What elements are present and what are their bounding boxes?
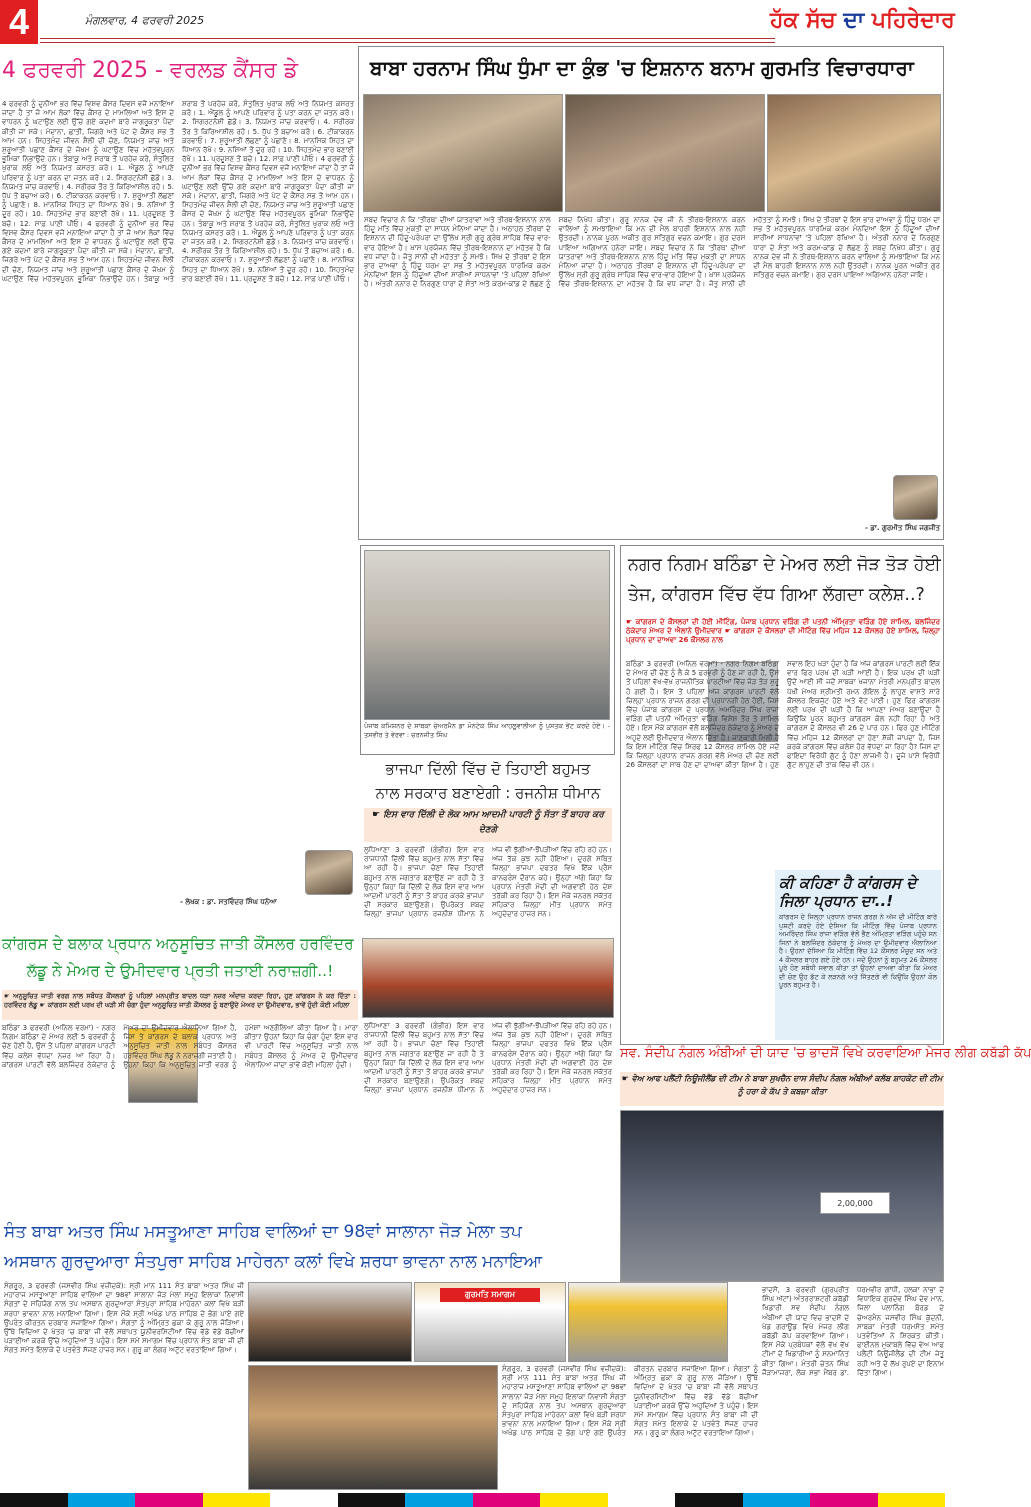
mayor-subheadline: ☛ ਕਾਂਗਰਸ ਦੇ ਕੌਂਸਲਰਾਂ ਦੀ ਹੋਈ ਮੀਟਿੰਗ, ਪੰਜਾਬ ਪ੍ਰਧਾਨ ਵੜਿੰਗ ਦੀ ਪਤਨੀ ਅੰਮ੍ਰਿਤਾ ਵੜਿੰਗ ਹੋਏ ਸ਼ਾਮਿਲ, ਬਲਜਿੰਦਰ ਠੇਕੇਦਾਰ ਮੇਅਰ ਦੇ ਐਲਾਨੇ ਉਮੀਦਵਾਰ ☛ ਕਾਂਗਰਸ ਦੇ ਕੌਂਸਲਰਾਂ ਦੀ ਮੀਟਿੰਗ ਵਿੱਚ ਮਹਿਜ 12 ਕੌਂਸਲਰ ਹੋਏ ਸ਼ਾਮਿਲ, ਜ਼ਿਲ੍ਹਾ ਪ੍ਰਧਾਨ ਦਾ ਦਾਅਵਾ 26 ਕੌਂਸਲਰ ਨਾਲ — [626, 618, 940, 645]
cancer-day-text-cont: 4 ਫਰਵਰੀ ਨੂੰ ਦੁਨੀਆਂ ਭਰ ਵਿੱਚ ਵਿਸ਼ਵ ਕੈਂਸਰ ਦਿਵਸ ਵਜੋਂ ਮਨਾਇਆ ਜਾਂਦਾ ਹੈ ਤਾਂ ਜੋ ਆਮ ਲੋਕਾਂ ਵਿੱਚ ਕੈਂਸਰ ਦੇ ਮਾਮਲਿਆਂ ਅਤੇ ਇਸ ਦੇ ਵਾਧਰਨ ਨੂੰ ਘਟਾਉਣ ਲਈ ਉੱਚੇ ਗਏ ਕਦਮਾਂ ਬਾਰੇ ਜਾਗਰੂਕਤਾ ਪੈਦਾ ਕੀਤੀ ਜਾ ਸਕੇ। ਮੇਦਾਨਾ, ਛਾਤੀ, ਜਿਗਰੇ ਅਤੇ ਪੇਟ ਦੇ ਕੈਂਸਰ ਸਭ ਤੋਂ ਆਮ ਹਨ। ਸਿਹਤਮੰਦ ਜੀਵਨ ਸ਼ੈਲੀ ਦੀ ਚੋਣ, ਨਿਯਮਤ ਜਾਂਚ ਅਤੇ ਸ਼ੁਰੂਆਤੀ ਪਛਾਣ ਕੈਂਸਰ ਦੇ ਜੋਖਮ ਨੂੰ ਘਟਾਉਣ ਵਿੱਚ ਮਹੱਤਵਪੂਰਨ ਭੂਮਿਕਾ ਨਿਭਾਉਂਦੇ ਹਨ। ਤੰਬਾਕੂ ਅਤੇ ਸ਼ਰਾਬ ਤੋਂ ਪਰਹੇਜ਼ ਕਰੋ, ਸੰਤੁਲਿਤ ਖੁਰਾਕ ਲਓ ਅਤੇ ਨਿਯਮਤ ਕਸਰਤ ਕਰੋ। 1. ਐਂਡੂਲ ਨੂੰ ਆਪਣੇ ਪਰਿਵਾਰ ਨੂੰ ਪਤਾ ਕਰਨ ਦਾ ਜਤਨ ਕਰੋ। 2. ਸਿਗਰਟਨੋਸ਼ੀ ਛੱਡੋ। 3. ਨਿਯਮਤ ਜਾਂਚ ਕਰਵਾਓ। 4. ਸਰੀਰਕ ਤੌਰ ਤੇ ਕਿਰਿਆਸ਼ੀਲ ਰਹੋ। 5. ਧੁੱਪ ਤੋਂ ਬਚਾਅ ਕਰੋ। 6. ਟੀਕਾਕਰਨ ਕਰਵਾਓ। 7. ਸ਼ੁਰੂਆਤੀ ਲੱਛਣਾਂ ਨੂੰ ਪਛਾਣੋ। 8. ਮਾਨਸਿਕ ਸਿਹਤ ਦਾ ਧਿਆਨ ਰੱਖੋ। 9. ਨਸ਼ਿਆਂ ਤੋਂ ਦੂਰ ਰਹੋ। 10. ਸਿਹਤਮੰਦ ਭਾਰ ਬਣਾਈ ਰੱਖੋ। 11. ਪ੍ਰਦੂਸ਼ਣ ਤੋਂ ਬਚੋ। 12. ਸਾਫ਼ ਪਾਣੀ ਪੀਓ। — [2, 100, 354, 283]
kabaddi-subheadline: ☛ ਵੇਅ ਆਫ ਪਲੈਂਟੀ ਨਿਊਜੀਲੈਂਡ ਦੀ ਟੀਮ ਨੇ ਬਾਬਾ ਸੁਖਚੈਨ ਦਾਸ ਸੰਦੀਪ ਨੰਗਲ ਅੰਬੀਆਂ ਕਲੱਬ ਸ਼ਾਹਕੋਟ ਦੀ ਟੀਮ ਨੂੰ ਹਰਾ ਕੇ ਕੱਪ ਤੇ ਕਬਜ਼ਾ ਕੀਤਾ — [620, 1072, 944, 1106]
issue-date: ਮੰਗਲਵਾਰ, 4 ਫਰਵਰੀ 2025 — [85, 14, 205, 27]
kabaddi-body: ਭਾਦਸੋਂ, 3 ਫਰਵਰੀ (ਗੁਰਪ੍ਰੀਤ ਸਿੰਘ ਅੱਟਾਂ) ਅੰਤਰਰਾਸ਼ਟਰੀ ਕਬੱਡੀ ਖਿਡਾਰੀ ਸਵ ਸੰਦੀਪ ਨੰਗਲ ਅੰਬੀਆਂ ਦੀ ਯਾਦ ਵਿਚ ਭਾਦਸੋਂ ਦੇ ਖੇਡ ਗਰਾਊਂਡ ਵਿਖੇ ਮੇਜਰ ਲੀਗ ਕਬੱਡੀ ਕੱਪ ਕਰਵਾਇਆ ਗਿਆ। ਇਸ ਮੌਕੇ ਪ੍ਰਬੰਧਕਾਂ ਵੱਲੋਂ ਵੱਖ ਵੱਖ ਟੀਮਾਂ ਦੇ ਖਿਡਾਰੀਆਂ ਨੂੰ ਸਨਮਾਨਿਤ ਕੀਤਾ ਗਿਆ। ਮੰਤਰੀ ਚੇਤਨ ਸਿੰਘ ਜੌੜਾਮਾਜਰਾ, ਲੋਕ ਸਭਾ ਮੈਂਬਰ ਡਾ. ਧਰਮਵੀਰ ਗਾਂਧੀ, ਹਲਕਾ ਨਾਭਾ ਦੇ ਵਿਧਾਇਕ ਗੁਰਦੇਵ ਸਿੰਘ ਦੇਵ ਮਾਨ, ਜਿਲਾ ਪਲਾਨਿੰਗ ਬੋਰਡ ਦੇ ਚੇਅਰਮੈਨ ਜਸਵੀਰ ਸਿੰਘ ਕੁੱਦਨੀ, ਸਾਬਕਾ ਮੰਤਰੀ ਧਰਮਸੋਤ ਸਮੇਤ ਪਤਵੰਤਿਆਂ ਨੇ ਸ਼ਿਰਕਤ ਕੀਤੀ। ਫਾਈਨਲ ਮੁਕਾਬਲੇ ਵਿੱਚ ਵੇਅ ਆਫ ਪਲੈਂਟੀ ਨਿਊਜੀਲੈਂਡ ਦੀ ਟੀਮ ਜੇਤੂ ਰਹੀ ਅਤੇ ਦੋ ਲੱਖ ਰੁਪਏ ਦਾ ਇਨਾਮ ਦਿੱਤਾ ਗਿਆ। — [762, 1286, 944, 1377]
kumbh-text: ਸਬਦ ਵਿਚਾਰ ਨੇ ਕਿ 'ਤੀਰਥ' ਦੀਆਂ ਯਾਤਰਾਵਾਂ ਅਤੇ ਤੀਰਥ-ਇਸ਼ਨਾਨ ਨਾਲ ਹਿੰਦੂ ਮਤਿ ਵਿੱਚ ਮੁਕਤੀ ਦਾ ਸਾਧਨ ਮੰਨਿਆ ਜਾਂਦਾ ਹੈ। ਅਠਾਹਠ ਤੀਰਥਾਂ ਦੇ ਇਸ਼ਨਾਨ ਦੀ ਹਿੰਦੂ-ਪਰੰਪਰਾ ਦਾ ਉੱਲੇਖ ਸ੍ਰੀ ਗੁਰੂ ਗ੍ਰੰਥ ਸਾਹਿਬ ਵਿੱਚ ਵਾਰ-ਵਾਰ ਹੋਇਆ ਹੈ। ਖ਼ਾਸ ਪ੍ਰਯੋਜਨ ਵਿੱਚ ਤੀਰਥ-ਇਸ਼ਨਾਨ ਦਾ ਮਹੱਤਵ ਹੈ ਕਿ ਵਧ ਜਾਂਦਾ ਹੈ। ਜੋਤੁ ਸਾਨੀ ਦੀ ਮਹੱਤਤਾ ਨੂੰ ਸਮਝੋ। ਸਿਖ ਦੇ ਤੀਰਥਾਂ ਦੇ ਇਸ ਭਾਰ ਦਾਅਵਾ ਨੂੰ ਹਿੰਦੂ ਧਰਮ ਦਾ ਸਭ ਤੋਂ ਮਹੱਤਵਪੂਰਨ ਧਾਰਮਿਕ ਕਰਮ ਮੰਨਦਿਆਂ ਇਸ ਨੂੰ ਹਿੰਦੂਆਂ ਦੀਆਂ ਸਾਰੀਆਂ ਸਾਧਨਾਵਾਂ 'ਤੇ ਪਹਿਲਾਂ ਰੱਖਿਆ ਹੈ। ਅੰਤਰੀ ਨਨਾਰ ਦੇ ਨਿਰਗੁਣ ਧਾਰਾ ਦੇ ਸੰਤਾਂ ਅਤੇ ਕਰਮ-ਕਾਂਡ ਦੇ ਲੱਛਣ ਨੂੰ ਸ਼ਬਦ ਨਿਖੇਧ ਕੀਤਾ। ਗੁਰੂ ਨਾਨਕ ਦੇਵ ਜੀ ਨੇ ਤੀਰਥ-ਇਸ਼ਨਾਨ ਕਰਨ ਵਾਲਿਆਂ ਨੂੰ ਸਮਝਾਇਆ ਕਿ ਮਨ ਦੀ ਮੈਲ ਬਾਹਰੀ ਇਸ਼ਨਾਨ ਨਾਲ ਨਹੀਂ ਉਤਰਦੀ। ਨਾਨਕ ਪੂਰਨ ਅਕੀਤ ਗੁਰ ਸਤਿਗੁਰ ਵਚਨ ਕਮਾਇ। ਗੁਰ ਦਰਸ ਪਾਇਆ ਅਗਿਆਨ ਹਨੇਰਾ ਜਾਇ। — [364, 216, 746, 289]
kumbh-author: - ਡਾ. ਗੁਰਮੀਤ ਸਿੰਘ ਜਗਜੀਤ — [865, 524, 940, 532]
mela-headline-1: ਸੰਤ ਬਾਬਾ ਅਤਰ ਸਿੰਘ ਮਸਤੂਆਣਾ ਸਾਹਿਬ ਵਾਲਿਆਂ ਦਾ 98ਵਾਂ ਸਾਲਾਨਾ ਜੋੜ ਮੇਲਾ ਤਪ — [4, 1222, 522, 1242]
bjp-body-cont: ਲੁਧਿਆਣਾ 3 ਫਰਵਰੀ (ਗੰਭੀਰ) ਇਸ ਵਾਰ ਰਾਜਧਾਨੀ ਦਿੱਲੀ ਵਿੱਚ ਬਹੁਮਤ ਨਾਲ ਸੱਤਾ ਵਿੱਚ ਆ ਰਹੀ ਹੈ। ਭਾਜਪਾ ਚੋਣਾਂ ਵਿੱਚ ਤਿਹਾਈ ਬਹੁਮਤ ਨਾਲ ਜਗਤਾਰ ਬਣਾਉਣ ਜਾ ਰਹੀ ਹੈ ਤੇ ਉਨ੍ਹਾਂ ਕਿਹਾ ਕਿ ਦਿੱਲੀ ਦੇ ਲੋਕ ਇਸ ਵਾਰ ਆਮ ਆਦਮੀ ਪਾਰਟੀ ਨੂੰ ਸੱਤਾ ਤੋਂ ਬਾਹਰ ਕਰਕੇ ਭਾਜਪਾ ਦੀ ਸਰਕਾਰ ਬਣਾਉਣਗੇ। ਉਪਰੋਕਤ ਸ਼ਬਦ ਜ਼ਿਲ੍ਹਾ ਭਾਜਪਾ ਪ੍ਰਧਾਨ ਰਜਨੀਸ਼ ਧੀਮਾਨ ਨੇ ਅੱਜ ਵੀ ਝੁੱਗੀਆਂ-ਝੌਂਪੜੀਆਂ ਵਿੱਚ ਰਹਿ ਰਹੇ ਹਨ। ਅੱਜ ਤੱਕ ਕੁਝ ਨਹੀਂ ਹੋਇਆ। ਦੁਰਗੇ ਸਥਿਤ ਜ਼ਿਲ੍ਹਾ ਭਾਜਪਾ ਦਫਤਰ ਵਿਖੇ ਇੱਕ ਪ੍ਰੈਸ ਕਾਨਫਰੰਸ ਦੌਰਾਨ ਕਹੇ। ਉਨ੍ਹਾਂ ਅੱਗੇ ਕਿਹਾ ਕਿ ਪ੍ਰਧਾਨ ਮੰਤਰੀ ਮੋਦੀ ਦੀ ਅਗਵਾਈ ਹੇਠ ਦੇਸ਼ ਤਰੱਕੀ ਕਰ ਰਿਹਾ ਹੈ। ਇਸ ਮੌਕੇ ਜਨਰਲ ਸਕੱਤਰ ਸਹਿਕਾਰ ਜ਼ਿਲ੍ਹਾ ਮੀਤ ਪ੍ਰਧਾਨ ਸਮੇਤ ਅਹੁਦੇਦਾਰ ਹਾਜ਼ਰ ਸਨ। — [364, 1022, 612, 1095]
kumbh-photo-2 — [565, 94, 765, 212]
author-photo — [305, 850, 353, 895]
bjp-headline-2: ਨਾਲ ਸਰਕਾਰ ਬਣਾਏਗੀ : ਰਜਨੀਸ਼ ਧੀਮਾਨ — [375, 784, 601, 802]
congress-block-headline-2: ਲੱਡੂ ਨੇ ਮੇਅਰ ਦੇ ਉਮੀਦਵਾਰ ਪ੍ਰਤੀ ਜਤਾਈ ਨਰਾਜ਼ਗੀ..! — [26, 962, 334, 980]
mela-body-right: ਸੰਗਰੂਰ, 3 ਫਰਵਰੀ (ਜਸਵੀਰ ਸਿੰਘ ਵਜ਼ੀਦਕੇ): ਸ੍ਰੀ ਮਾਨ 111 ਸੰਤ ਬਾਬਾ ਅਤਰ ਸਿੰਘ ਜੀ ਮਹਾਰਾਜ ਮਸਤੂਆਣਾ ਸਾਹਿਬ ਵਾਲਿਆਂ ਦਾ 98ਵਾਂ ਸਾਲਾਨਾ ਜੋੜ ਮੇਲਾ ਸਮੂਹ ਇਲਾਕਾ ਨਿਵਾਸੀ ਸੰਗਤਾਂ ਦੇ ਸਹਿਯੋਗ ਨਾਲ ਤਪ ਅਸਥਾਨ ਗੁਰਦੁਆਰਾ ਸੰਤਪੁਰਾ ਸਾਹਿਬ ਮਾਹੇਰਨਾ ਕਲਾਂ ਵਿਖੇ ਬੜੀ ਸ਼ਰਧਾ ਭਾਵਨਾ ਨਾਲ ਮਨਾਇਆ ਗਿਆ। ਇਸ ਮੌਕੇ ਸ੍ਰੀ ਅਖੰਡ ਪਾਠ ਸਾਹਿਬ ਦੇ ਭੋਗ ਪਾਏ ਗਏ ਉਪਰੰਤ ਕੀਰਤਨ ਦਰਬਾਰ ਸਜਾਇਆ ਗਿਆ। ਸੰਗਤਾਂ ਨੂੰ ਅੰਮ੍ਰਿਤ ਛਕਾ ਕੇ ਗੁਰੂ ਨਾਲ ਜੋੜਿਆ। ਉੱਥੇ ਵਿਦਿਆ ਦੇ ਖੇਤਰ 'ਚ ਬਾਬਾ ਜੀ ਵੱਲੋਂ ਸਥਾਪਤ ਯੂਨੀਵਰਸਿਟੀਆਂ ਵਿੱਚ ਵੱਡੇ ਵੱਡੇ ਬੱਚੀਆਂ ਪੜਾਈਆਂ ਕਰਕੇ ਉੱਚੇ ਅਹੁਦਿਆਂ ਤੇ ਪਹੁੰਚੇ। ਇਸ ਸਮੇਂ ਸਮਾਗਮ ਵਿੱਚ ਪ੍ਰਧਾਨ ਸੰਤ ਬਾਬਾ ਜੀ ਦੀ ਸੰਗਤ ਸਮੇਤ ਇਲਾਕੇ ਦੇ ਪਤਵੰਤੇ ਸੱਜਣ ਹਾਜ਼ਰ ਸਨ। ਗੁਰੂ ਕਾ ਲੰਗਰ ਅਟੁੱਟ ਵਰਤਾਇਆ ਗਿਆ। — [502, 1365, 758, 1438]
bjp-headline-1: ਭਾਜਪਾ ਦਿੱਲੀ ਵਿੱਚ ਦੋ ਤਿਹਾਈ ਬਹੁਮਤ — [385, 760, 591, 778]
district-president-box-title: ਕੀ ਕਹਿਣਾ ਹੈ ਕਾਂਗਰਸ ਦੇ ਜਿਲਾ ਪ੍ਰਧਾਨ ਦਾ..! — [779, 874, 917, 910]
meeting-photo-caption: ਪੰਜਾਬ ਕਮਿਸ਼ਨਰ ਦੇ ਸਾਬਕਾ ਚੇਅਰਮੈਨ ਡਾ ਮੋਨਟੇਕ ਸਿੰਘ ਆਹਲੂਵਾਲੀਆ ਨੂੰ ਪੁਸਤਕ ਭੇਂਟ ਕਰਦੇ ਹੋਏ। - ਤਸਵੀਰ ਤੇ ਵੇਰਵਾ : ਚਰਨਜੀਤ ਸਿੰਘ — [364, 722, 610, 740]
kabaddi-headline: ਸਵ. ਸੰਦੀਪ ਨੰਗਲ ਅੰਬੀਆਂ ਦੀ ਯਾਦ 'ਚ ਭਾਦਸੋਂ ਵਿਖੇ ਕਰਵਾਇਆ ਮੇਜਰ ਲੀਗ ਕਬੱਡੀ ਕੱਪ — [620, 1046, 1031, 1061]
bjp-body: ਲੁਧਿਆਣਾ 3 ਫਰਵਰੀ (ਗੰਭੀਰ) ਇਸ ਵਾਰ ਰਾਜਧਾਨੀ ਦਿੱਲੀ ਵਿੱਚ ਬਹੁਮਤ ਨਾਲ ਸੱਤਾ ਵਿੱਚ ਆ ਰਹੀ ਹੈ। ਭਾਜਪਾ ਚੋਣਾਂ ਵਿੱਚ ਤਿਹਾਈ ਬਹੁਮਤ ਨਾਲ ਜਗਤਾਰ ਬਣਾਉਣ ਜਾ ਰਹੀ ਹੈ ਤੇ ਉਨ੍ਹਾਂ ਕਿਹਾ ਕਿ ਦਿੱਲੀ ਦੇ ਲੋਕ ਇਸ ਵਾਰ ਆਮ ਆਦਮੀ ਪਾਰਟੀ ਨੂੰ ਸੱਤਾ ਤੋਂ ਬਾਹਰ ਕਰਕੇ ਭਾਜਪਾ ਦੀ ਸਰਕਾਰ ਬਣਾਉਣਗੇ। ਉਪਰੋਕਤ ਸ਼ਬਦ ਜ਼ਿਲ੍ਹਾ ਭਾਜਪਾ ਪ੍ਰਧਾਨ ਰਜਨੀਸ਼ ਧੀਮਾਨ ਨੇ ਅੱਜ ਵੀ ਝੁੱਗੀਆਂ-ਝੌਂਪੜੀਆਂ ਵਿੱਚ ਰਹਿ ਰਹੇ ਹਨ। ਅੱਜ ਤੱਕ ਕੁਝ ਨਹੀਂ ਹੋਇਆ। ਦੁਰਗੇ ਸਥਿਤ ਜ਼ਿਲ੍ਹਾ ਭਾਜਪਾ ਦਫਤਰ ਵਿਖੇ ਇੱਕ ਪ੍ਰੈਸ ਕਾਨਫਰੰਸ ਦੌਰਾਨ ਕਹੇ। ਉਨ੍ਹਾਂ ਅੱਗੇ ਕਿਹਾ ਕਿ ਪ੍ਰਧਾਨ ਮੰਤਰੀ ਮੋਦੀ ਦੀ ਅਗਵਾਈ ਹੇਠ ਦੇਸ਼ ਤਰੱਕੀ ਕਰ ਰਿਹਾ ਹੈ। ਇਸ ਮੌਕੇ ਜਨਰਲ ਸਕੱਤਰ ਸਹਿਕਾਰ ਜ਼ਿਲ੍ਹਾ ਮੀਤ ਪ੍ਰਧਾਨ ਸਮੇਤ ਅਹੁਦੇਦਾਰ ਹਾਜ਼ਰ ਸਨ। — [364, 846, 612, 919]
kumbh-headline: ਬਾਬਾ ਹਰਨਾਮ ਸਿੰਘ ਧੁੰਮਾ ਦਾ ਕੁੰਭ 'ਚ ਇਸ਼ਨਾਨ ਬਨਾਮ ਗੁਰਮਤਿ ਵਿਚਾਰਧਾਰਾ — [370, 56, 914, 80]
mela-sangat-photo — [248, 1365, 498, 1490]
kumbh-author-photo — [893, 475, 938, 520]
meeting-photo — [364, 550, 610, 720]
district-president-box-body: ਕਾਂਗਰਸ ਦੇ ਜਿਲ੍ਹਾ ਪ੍ਰਧਾਨ ਰਾਜਨ ਗਰਗ ਨੇ ਅੱਜ ਦੀ ਮੀਟਿੰਗ ਬਾਰੇ ਪੁਸ਼ਟੀ ਕਰਦੇ ਹੋਏ ਦੱਸਿਆ ਕਿ ਮੀਟਿੰਗ ਵਿੱਚ ਪੰਜਾਬ ਪ੍ਰਧਾਨ ਅਮਰਿੰਦਰ ਸਿੰਘ ਰਾਜਾ ਵੜਿੰਗ ਵੱਲੋਂ ਭੈਣ ਅੰਮ੍ਰਿਤਾ ਵੜਿੰਗ ਪਹੁੰਚੇ ਸਨ ਜਿਨਾਂ ਨੇ ਬਲਜਿੰਦਰ ਠੇਕੇਦਾਰ ਨੂੰ ਮੇਅਰ ਦਾ ਉਮੀਦਵਾਰ ਐਲਾਨਿਆ ਹੈ। ਉਹਨਾਂ ਦੱਸਿਆ ਕਿ ਮੀਟਿੰਗ ਵਿੱਚ 12 ਕੌਂਸਲਰ ਮੌਜੂਦ ਸਨ ਅਤੇ 4 ਕੌਂਸਲਰ ਬਾਹਰ ਗਏ ਹੋਏ ਹਨ। ਜਦੋਂ ਉਹਨਾਂ ਨੂੰ ਬਹੁਮਤ 26 ਕੌਂਸਲਰ ਪੂਰੇ ਹੋਣ ਸਬੰਧੀ ਸਵਾਲ ਕੀਤਾ ਤਾਂ ਉਹਨਾਂ ਦਾਅਵਾ ਕੀਤਾ ਕਿ ਮੇਅਰ ਦੀ ਚੋਣ ਉਹ ਡੱਟ ਕੇ ਲੜਨਗੇ ਅਤੇ ਜਿੱਤਣਗੇ ਵੀ ਕਿਉਂਕਿ ਉਹਨਾਂ ਕੋਲ ਪੂਰਨ ਬਹੁਮਤ ਹੈ। — [779, 913, 937, 989]
kumbh-body — [364, 216, 940, 536]
logo-text-1: ਹੱਕ ਸੱਚ — [770, 8, 836, 33]
bjp-press-photo — [362, 938, 614, 1018]
mela-photo-1 — [248, 1282, 412, 1362]
cancer-day-text: 4 ਫਰਵਰੀ ਨੂੰ ਦੁਨੀਆਂ ਭਰ ਵਿੱਚ ਵਿਸ਼ਵ ਕੈਂਸਰ ਦਿਵਸ ਵਜੋਂ ਮਨਾਇਆ ਜਾਂਦਾ ਹੈ ਤਾਂ ਜੋ ਆਮ ਲੋਕਾਂ ਵਿੱਚ ਕੈਂਸਰ ਦੇ ਮਾਮਲਿਆਂ ਅਤੇ ਇਸ ਦੇ ਵਾਧਰਨ ਨੂੰ ਘਟਾਉਣ ਲਈ ਉੱਚੇ ਗਏ ਕਦਮਾਂ ਬਾਰੇ ਜਾਗਰੂਕਤਾ ਪੈਦਾ ਕੀਤੀ ਜਾ ਸਕੇ। ਮੇਦਾਨਾ, ਛਾਤੀ, ਜਿਗਰੇ ਅਤੇ ਪੇਟ ਦੇ ਕੈਂਸਰ ਸਭ ਤੋਂ ਆਮ ਹਨ। ਸਿਹਤਮੰਦ ਜੀਵਨ ਸ਼ੈਲੀ ਦੀ ਚੋਣ, ਨਿਯਮਤ ਜਾਂਚ ਅਤੇ ਸ਼ੁਰੂਆਤੀ ਪਛਾਣ ਕੈਂਸਰ ਦੇ ਜੋਖਮ ਨੂੰ ਘਟਾਉਣ ਵਿੱਚ ਮਹੱਤਵਪੂਰਨ ਭੂਮਿਕਾ ਨਿਭਾਉਂਦੇ ਹਨ। ਤੰਬਾਕੂ ਅਤੇ ਸ਼ਰਾਬ ਤੋਂ ਪਰਹੇਜ਼ ਕਰੋ, ਸੰਤੁਲਿਤ ਖੁਰਾਕ ਲਓ ਅਤੇ ਨਿਯਮਤ ਕਸਰਤ ਕਰੋ। 1. ਐਂਡੂਲ ਨੂੰ ਆਪਣੇ ਪਰਿਵਾਰ ਨੂੰ ਪਤਾ ਕਰਨ ਦਾ ਜਤਨ ਕਰੋ। 2. ਸਿਗਰਟਨੋਸ਼ੀ ਛੱਡੋ। 3. ਨਿਯਮਤ ਜਾਂਚ ਕਰਵਾਓ। 4. ਸਰੀਰਕ ਤੌਰ ਤੇ ਕਿਰਿਆਸ਼ੀਲ ਰਹੋ। 5. ਧੁੱਪ ਤੋਂ ਬਚਾਅ ਕਰੋ। 6. ਟੀਕਾਕਰਨ ਕਰਵਾਓ। 7. ਸ਼ੁਰੂਆਤੀ ਲੱਛਣਾਂ ਨੂੰ ਪਛਾਣੋ। 8. ਮਾਨਸਿਕ ਸਿਹਤ ਦਾ ਧਿਆਨ ਰੱਖੋ। 9. ਨਸ਼ਿਆਂ ਤੋਂ ਦੂਰ ਰਹੋ। 10. ਸਿਹਤਮੰਦ ਭਾਰ ਬਣਾਈ ਰੱਖੋ। 11. ਪ੍ਰਦੂਸ਼ਣ ਤੋਂ ਬਚੋ। 12. ਸਾਫ਼ ਪਾਣੀ ਪੀਓ। — [2, 100, 174, 228]
cancer-day-text-cont2: 4 ਫਰਵਰੀ ਨੂੰ ਦੁਨੀਆਂ ਭਰ ਵਿੱਚ ਵਿਸ਼ਵ ਕੈਂਸਰ ਦਿਵਸ ਵਜੋਂ ਮਨਾਇਆ ਜਾਂਦਾ ਹੈ ਤਾਂ ਜੋ ਆਮ ਲੋਕਾਂ ਵਿੱਚ ਕੈਂਸਰ ਦੇ ਮਾਮਲਿਆਂ ਅਤੇ ਇਸ ਦੇ ਵਾਧਰਨ ਨੂੰ ਘਟਾਉਣ ਲਈ ਉੱਚੇ ਗਏ ਕਦਮਾਂ ਬਾਰੇ ਜਾਗਰੂਕਤਾ ਪੈਦਾ ਕੀਤੀ ਜਾ ਸਕੇ। ਮੇਦਾਨਾ, ਛਾਤੀ, ਜਿਗਰੇ ਅਤੇ ਪੇਟ ਦੇ ਕੈਂਸਰ ਸਭ ਤੋਂ ਆਮ ਹਨ। ਸਿਹਤਮੰਦ ਜੀਵਨ ਸ਼ੈਲੀ ਦੀ ਚੋਣ, ਨਿਯਮਤ ਜਾਂਚ ਅਤੇ ਸ਼ੁਰੂਆਤੀ ਪਛਾਣ ਕੈਂਸਰ ਦੇ ਜੋਖਮ ਨੂੰ ਘਟਾਉਣ ਵਿੱਚ ਮਹੱਤਵਪੂਰਨ ਭੂਮਿਕਾ ਨਿਭਾਉਂਦੇ ਹਨ। ਤੰਬਾਕੂ ਅਤੇ ਸ਼ਰਾਬ ਤੋਂ ਪਰਹੇਜ਼ ਕਰੋ, ਸੰਤੁਲਿਤ ਖੁਰਾਕ ਲਓ ਅਤੇ ਨਿਯਮਤ ਕਸਰਤ ਕਰੋ। 1. ਐਂਡੂਲ ਨੂੰ ਆਪਣੇ ਪਰਿਵਾਰ ਨੂੰ ਪਤਾ ਕਰਨ ਦਾ ਜਤਨ ਕਰੋ। 2. ਸਿਗਰਟਨੋਸ਼ੀ ਛੱਡੋ। 3. ਨਿਯਮਤ ਜਾਂਚ ਕਰਵਾਓ। 4. ਸਰੀਰਕ ਤੌਰ ਤੇ ਕਿਰਿਆਸ਼ੀਲ ਰਹੋ। 5. ਧੁੱਪ ਤੋਂ ਬਚਾਅ ਕਰੋ। 6. ਟੀਕਾਕਰਨ ਕਰਵਾਓ। 7. ਸ਼ੁਰੂਆਤੀ ਲੱਛਣਾਂ ਨੂੰ ਪਛਾਣੋ। 8. ਮਾਨਸਿਕ ਸਿਹਤ ਦਾ ਧਿਆਨ ਰੱਖੋ। 9. ਨਸ਼ਿਆਂ ਤੋਂ ਦੂਰ ਰਹੋ। 10. ਸਿਹਤਮੰਦ ਭਾਰ ਬਣਾਈ ਰੱਖੋ। 11. ਪ੍ਰਦੂਸ਼ਣ ਤੋਂ ਬਚੋ। 12. ਸਾਫ਼ ਪਾਣੀ ਪੀਓ। — [182, 155, 354, 283]
cancer-day-headline: 4 ਫਰਵਰੀ 2025 - ਵਰਲਡ ਕੈਂਸਰ ਡੇ — [2, 58, 299, 83]
congress-block-body: ਬਠਿੰਡਾ 3 ਫਰਵਰੀ (ਅਨਿਲ ਵਰਮਾ) - ਨਗਰ ਨਿਗਮ ਬਠਿੰਡਾ ਦੇ ਮੇਅਰ ਲਈ 5 ਫਰਵਰੀ ਨੂੰ ਚੋਣ ਹੋਣੀ ਹੈ, ਉਸ ਤੋਂ ਪਹਿਲਾਂ ਕਾਂਗਰਸ ਪਾਰਟੀ ਵਿੱਚ ਕਲੇਸ਼ ਵੱਧਦਾ ਨਜ਼ਰ ਆ ਰਿਹਾ ਹੈ। ਕਾਂਗਰਸ ਪਾਰਟੀ ਵੱਲੋਂ ਬਲਜਿੰਦਰ ਠੇਕੇਦਾਰ ਨੂੰ ਮੇਅਰ ਦਾ ਉਮੀਦਵਾਰ ਐਲਾਨਿਆ ਗਿਆ ਹੈ, ਜਿਸ ਤੇ ਕਾਂਗਰਸ ਦੇ ਬਲਾਕ ਪ੍ਰਧਾਨ ਅਤੇ ਅਨੁਸੂਚਿਤ ਜਾਤੀ ਨਾਲ ਸਬੰਧਤ ਕੌਂਸਲਰ ਹਰਵਿੰਦਰ ਸਿੰਘ ਲੱਡੂ ਨੇ ਨਰਾਜ਼ਗੀ ਜਤਾਈ ਹੈ। ਉਹਨਾਂ ਕਿਹਾ ਕਿ ਅਨੁਸੂਚਿਤ ਜਾਤੀ ਵਰਗ ਨੂੰ ਹਮੇਸ਼ਾਂ ਅਣਗੌਲਿਆ ਕੀਤਾ ਗਿਆ ਹੈ। ਮਾਰਾ ਕੀਤਾ? ਉਹਨਾਂ ਕਿਹਾ ਕਿ ਚੰਗਾ ਹੁੰਦਾ ਇਸ ਵਾਰ ਵੀ ਪਾਰਟੀ ਵਿੱਚ ਅਨੁਸੂਚਿਤ ਜਾਤੀ ਨਾਲ ਸਬੰਧਤ ਕੌਂਸਲਰ ਨੂੰ ਮੇਅਰ ਦੇ ਉਮੀਦਵਾਰ ਐਲਾਨਿਆ ਜਾਂਦਾ ਭਾਵੇਂ ਕੋਈ ਮਹਿਲਾ ਹੁੰਦੀ। — [2, 1024, 358, 1069]
gurmat-samagam-banner: ਗੁਰਮਤਿ ਸਮਾਗਮ — [440, 1288, 540, 1302]
bjp-subheadline: ☛ ਇਸ ਵਾਰ ਦਿੱਲੀ ਦੇ ਲੋਕ ਆਮ ਆਦਮੀ ਪਾਰਟੀ ਨੂੰ ਸੱਤਾ ਤੋਂ ਬਾਹਰ ਕਰ ਦੇਣਗੇ — [364, 808, 612, 842]
mela-photo-3 — [568, 1282, 728, 1362]
page-number: 4 — [0, 0, 38, 44]
cancer-day-body — [2, 100, 354, 925]
congress-block-subheadline: ☛ ਅਨੁਸੂਚਿਤ ਜਾਤੀ ਵਰਗ ਨਾਲ ਸਬੰਧਤ ਕੌਂਸਲਰਾਂ ਨੂੰ ਪਹਿਲਾਂ ਮਨਪ੍ਰੀਤ ਬਾਦਲ ਧੜਾ ਨਜ਼ਰ ਅੰਦਾਜ਼ ਕਰਦਾ ਰਿਹਾ, ਹੁਣ ਕਾਂਗਰਸ ਨੇ ਕਰ ਦਿੱਤਾ : ਹਰਵਿੰਦਰ ਲੱਡੂ ☛ ਕਾਂਗਰਸ ਲਈ ਪਰਖ ਦੀ ਘੜੀ ਸੀ ਚੰਗਾ ਹੁੰਦਾ ਅਨੁਸੂਚਿਤ ਜਾਤੀ ਕੌਂਸਲਰ ਨੂੰ ਬਣਾਉਂਦੇ ਮੇਅਰ ਦਾ ਉਮੀਦਵਾਰ, ਭਾਵੇਂ ਹੁੰਦੀ ਕੋਈ ਮਹਿਲਾ — [2, 990, 358, 1020]
kumbh-photo-3 — [767, 94, 941, 212]
mela-headline-2: ਅਸਥਾਨ ਗੁਰਦੁਆਰਾ ਸੰਤਪੁਰਾ ਸਾਹਿਬ ਮਾਹੇਰਨਾ ਕਲਾਂ ਵਿਖੇ ਸ਼ਰਧਾ ਭਾਵਨਾ ਨਾਲ ਮਨਾਇਆ — [4, 1252, 543, 1272]
kumbh-photo-1 — [363, 94, 563, 212]
print-color-strip — [0, 1493, 945, 1507]
mayor-headline-1: ਨਗਰ ਨਿਗਮ ਬਠਿੰਡਾ ਦੇ ਮੇਅਰ ਲਈ ਜੋੜ ਤੋੜ ਹੋਈ — [628, 555, 941, 575]
mayor-body: ਬਠਿੰਡਾ 3 ਫਰਵਰੀ (ਅਨਿਲ ਵਰਮਾ) - ਨਗਰ ਨਿਗਮ ਬਠਿੰਡਾ ਦੇ ਮੇਅਰ ਦੀ ਚੋਣ ਨੂੰ ਲੈ ਕੇ 5 ਫਰਵਰੀ ਨੂੰ ਹੋਣ ਜਾ ਰਹੀ ਹੈ, ਉਸ ਤੋਂ ਪਹਿਲਾਂ ਵੱਖ-ਵੱਖ ਰਾਜਨੀਤਿਕ ਪਾਰਟੀਆਂ ਵਿੱਚ ਜੋੜ ਤੋੜ ਸ਼ੁਰੂ ਹੋ ਗਈ ਹੈ। ਇਸ ਤੋਂ ਪਹਿਲਾਂ ਅੱਜ ਕਾਂਗਰਸ ਪਾਰਟੀ ਵੱਲੋਂ ਜ਼ਿਲ੍ਹਾ ਪ੍ਰਧਾਨ ਰਾਜਨ ਗਰਗ ਦੀ ਪ੍ਰਧਾਨਗੀ ਹੇਠ ਹੋਈ, ਜਿਸ ਵਿੱਚ ਪੰਜਾਬ ਕਾਂਗਰਸ ਦੇ ਪ੍ਰਧਾਨ ਅਮਰਿੰਦਰ ਸਿੰਘ ਰਾਜਾ ਵੜਿੰਗ ਦੀ ਪਤਨੀ ਅੰਮ੍ਰਿਤਾ ਵੜਿੰਗ ਵਿਸ਼ੇਸ਼ ਤੌਰ ਤੇ ਸ਼ਾਮਿਲ ਹੋਏ। ਇਸ ਮੌਕੇ ਕਾਂਗਰਸ ਵੱਲੋਂ ਬਲਜਿੰਦਰ ਠੇਕੇਦਾਰ ਨੂੰ ਮੇਅਰ ਦੇ ਅਹੁਦੇ ਲਈ ਉਮੀਦਵਾਰ ਐਲਾਨ ਦਿੱਤਾ ਹੈ। ਜਾਣਕਾਰੀ ਮਿਲੀ ਹੈ ਕਿ ਇਸ ਮੀਟਿੰਗ ਵਿੱਚ ਸਿਰਫ 12 ਕੌਂਸਲਰ ਸ਼ਾਮਿਲ ਹੋਏ ਜਦੋਂ ਕਿ ਜ਼ਿਲ੍ਹਾ ਪ੍ਰਧਾਨ ਰਾਜਨ ਗਰਗ ਵੱਲੋਂ ਮੇਅਰ ਦੀ ਚੋਣ ਲਈ 26 ਕੌਂਸਲਰਾਂ ਦਾ ਸਾਥ ਹੋਣ ਦਾ ਦਾਅਵਾ ਕੀਤਾ ਗਿਆ ਹੈ। ਹੁਣ ਸਵਾਲ ਇਹ ਖੜਾ ਹੁੰਦਾ ਹੈ ਕਿ ਅੱਜ ਕਾਂਗਰਸ ਪਾਰਟੀ ਲਈ ਇੱਕ ਵਾਰ ਫਿਰ ਪਰਖ ਦੀ ਘੜੀ ਆਈ ਹੈ। ਇਕ ਪਰਖ ਦੀ ਘੜੀ ਉਦੋਂ ਆਈ ਸੀ ਜਦੋਂ ਸਾਬਕਾ ਖਜਾਨਾ ਮੰਤਰੀ ਮਨਪ੍ਰੀਤ ਬਾਦਲ ਪੱਖੀ ਮੇਅਰ ਸ੍ਰੀਮਤੀ ਰਮਨ ਗੋਇਲ ਨੂੰ ਲਾਹੁਣ ਵਾਸਤੇ ਸਾਰੇ ਕੌਂਸਲਰ ਇਕਜੁੱਟ ਹੋਏ ਅਤੇ ਵੋਟ ਪਾਈ। ਹੁਣ ਫਿਰ ਕਾਂਗਰਸ ਲਈ ਪਰਖ ਦੀ ਘੜੀ ਹੈ ਕਿ ਆਪਣਾ ਮੇਅਰ ਬਣਾਉਂਦਾ ਹੈ ਕਿਉਂਕਿ ਪੂਰਨ ਬਹੁਮਤ ਕਾਂਗਰਸ ਕੋਲ ਨਹੀਂ ਰਿਹਾ ਹੈ ਅਤੇ ਕਾਂਗਰਸ ਦੇ ਕੌਂਸਲਰ ਵੀ 26 ਦੇ ਪਾਰ ਹਨ। ਫਿਰ ਹੁਣ ਮੀਟਿੰਗ ਵਿੱਚ ਮਹਿਜ 12 ਕੌਂਸਲਰਾਂ ਦਾ ਹੋਣਾ ਸ਼ੱਕੀ ਜਾਪਦਾ ਹੈ, ਜਿਸ ਕਰਕੇ ਕਾਂਗਰਸ ਵਿੱਚ ਕਲੇਸ਼ ਹੋਰ ਵੱਧਦਾ ਜਾ ਰਿਹਾ ਹੈ? ਜਿਸ ਦਾ ਫਾਇਦਾ ਵਿਰੋਧੀ ਗੁੱਟ ਨੂੰ ਹੋਣਾ ਲਾਜਮੀ ਹੈ। ਦੂਜੇ ਪਾਸੇ ਵਿਰੋਧੀ ਗੁੱਟ ਲਾਹੁਣ ਦੀ ਤਾਕ ਵਿੱਚ ਵੀ ਹਨ। — [626, 660, 940, 770]
district-president-box — [775, 870, 941, 1040]
masthead-logo — [770, 8, 955, 38]
congress-block-headline-1: ਕਾਂਗਰਸ ਦੇ ਬਲਾਕ ਪ੍ਰਧਾਨ ਅਨੁਸੂਚਿਤ ਜਾਤੀ ਕੌਂਸਲਰ ਹਰਵਿੰਦਰ — [2, 935, 354, 953]
mela-body-side — [732, 1282, 758, 1362]
cancer-day-author: - ਲੇਖਕ : ਡਾ. ਸਤਵਿੰਦਰ ਸਿੰਘ ਧਨੋਆ — [180, 898, 277, 906]
header-rule — [40, 38, 775, 43]
logo-text-3: ਪਹਿਰੇਦਾਰ — [871, 8, 955, 33]
prize-cheque: 2,00,000 — [820, 1192, 890, 1214]
logo-text-2: ਦਾ — [843, 8, 865, 33]
mela-body-left: ਸੰਗਰੂਰ, 3 ਫਰਵਰੀ (ਜਸਵੀਰ ਸਿੰਘ ਵਜ਼ੀਦਕੇ): ਸ੍ਰੀ ਮਾਨ 111 ਸੰਤ ਬਾਬਾ ਅਤਰ ਸਿੰਘ ਜੀ ਮਹਾਰਾਜ ਮਸਤੂਆਣਾ ਸਾਹਿਬ ਵਾਲਿਆਂ ਦਾ 98ਵਾਂ ਸਾਲਾਨਾ ਜੋੜ ਮੇਲਾ ਸਮੂਹ ਇਲਾਕਾ ਨਿਵਾਸੀ ਸੰਗਤਾਂ ਦੇ ਸਹਿਯੋਗ ਨਾਲ ਤਪ ਅਸਥਾਨ ਗੁਰਦੁਆਰਾ ਸੰਤਪੁਰਾ ਸਾਹਿਬ ਮਾਹੇਰਨਾ ਕਲਾਂ ਵਿਖੇ ਬੜੀ ਸ਼ਰਧਾ ਭਾਵਨਾ ਨਾਲ ਮਨਾਇਆ ਗਿਆ। ਇਸ ਮੌਕੇ ਸ੍ਰੀ ਅਖੰਡ ਪਾਠ ਸਾਹਿਬ ਦੇ ਭੋਗ ਪਾਏ ਗਏ ਉਪਰੰਤ ਕੀਰਤਨ ਦਰਬਾਰ ਸਜਾਇਆ ਗਿਆ। ਸੰਗਤਾਂ ਨੂੰ ਅੰਮ੍ਰਿਤ ਛਕਾ ਕੇ ਗੁਰੂ ਨਾਲ ਜੋੜਿਆ। ਉੱਥੇ ਵਿਦਿਆ ਦੇ ਖੇਤਰ 'ਚ ਬਾਬਾ ਜੀ ਵੱਲੋਂ ਸਥਾਪਤ ਯੂਨੀਵਰਸਿਟੀਆਂ ਵਿੱਚ ਵੱਡੇ ਵੱਡੇ ਬੱਚੀਆਂ ਪੜਾਈਆਂ ਕਰਕੇ ਉੱਚੇ ਅਹੁਦਿਆਂ ਤੇ ਪਹੁੰਚੇ। ਇਸ ਸਮੇਂ ਸਮਾਗਮ ਵਿੱਚ ਪ੍ਰਧਾਨ ਸੰਤ ਬਾਬਾ ਜੀ ਦੀ ਸੰਗਤ ਸਮੇਤ ਇਲਾਕੇ ਦੇ ਪਤਵੰਤੇ ਸੱਜਣ ਹਾਜ਼ਰ ਸਨ। ਗੁਰੂ ਕਾ ਲੰਗਰ ਅਟੁੱਟ ਵਰਤਾਇਆ ਗਿਆ। — [4, 1282, 244, 1355]
kumbh-text-cont: ਸਬਦ ਵਿਚਾਰ ਨੇ ਕਿ 'ਤੀਰਥ' ਦੀਆਂ ਯਾਤਰਾਵਾਂ ਅਤੇ ਤੀਰਥ-ਇਸ਼ਨਾਨ ਨਾਲ ਹਿੰਦੂ ਮਤਿ ਵਿੱਚ ਮੁਕਤੀ ਦਾ ਸਾਧਨ ਮੰਨਿਆ ਜਾਂਦਾ ਹੈ। ਅਠਾਹਠ ਤੀਰਥਾਂ ਦੇ ਇਸ਼ਨਾਨ ਦੀ ਹਿੰਦੂ-ਪਰੰਪਰਾ ਦਾ ਉੱਲੇਖ ਸ੍ਰੀ ਗੁਰੂ ਗ੍ਰੰਥ ਸਾਹਿਬ ਵਿੱਚ ਵਾਰ-ਵਾਰ ਹੋਇਆ ਹੈ। ਖ਼ਾਸ ਪ੍ਰਯੋਜਨ ਵਿੱਚ ਤੀਰਥ-ਇਸ਼ਨਾਨ ਦਾ ਮਹੱਤਵ ਹੈ ਕਿ ਵਧ ਜਾਂਦਾ ਹੈ। ਜੋਤੁ ਸਾਨੀ ਦੀ ਮਹੱਤਤਾ ਨੂੰ ਸਮਝੋ। ਸਿਖ ਦੇ ਤੀਰਥਾਂ ਦੇ ਇਸ ਭਾਰ ਦਾਅਵਾ ਨੂੰ ਹਿੰਦੂ ਧਰਮ ਦਾ ਸਭ ਤੋਂ ਮਹੱਤਵਪੂਰਨ ਧਾਰਮਿਕ ਕਰਮ ਮੰਨਦਿਆਂ ਇਸ ਨੂੰ ਹਿੰਦੂਆਂ ਦੀਆਂ ਸਾਰੀਆਂ ਸਾਧਨਾਵਾਂ 'ਤੇ ਪਹਿਲਾਂ ਰੱਖਿਆ ਹੈ। ਅੰਤਰੀ ਨਨਾਰ ਦੇ ਨਿਰਗੁਣ ਧਾਰਾ ਦੇ ਸੰਤਾਂ ਅਤੇ ਕਰਮ-ਕਾਂਡ ਦੇ ਲੱਛਣ ਨੂੰ ਸ਼ਬਦ ਨਿਖੇਧ ਕੀਤਾ। ਗੁਰੂ ਨਾਨਕ ਦੇਵ ਜੀ ਨੇ ਤੀਰਥ-ਇਸ਼ਨਾਨ ਕਰਨ ਵਾਲਿਆਂ ਨੂੰ ਸਮਝਾਇਆ ਕਿ ਮਨ ਦੀ ਮੈਲ ਬਾਹਰੀ ਇਸ਼ਨਾਨ ਨਾਲ ਨਹੀਂ ਉਤਰਦੀ। ਨਾਨਕ ਪੂਰਨ ਅਕੀਤ ਗੁਰ ਸਤਿਗੁਰ ਵਚਨ ਕਮਾਇ। ਗੁਰ ਦਰਸ ਪਾਇਆ ਅਗਿਆਨ ਹਨੇਰਾ ਜਾਇ। — [558, 216, 940, 289]
mayor-headline-2: ਤੇਜ, ਕਾਂਗਰਸ ਵਿੱਚ ਵੱਧ ਗਿਆ ਲੱਗਦਾ ਕਲੇਸ਼..? — [628, 585, 925, 605]
